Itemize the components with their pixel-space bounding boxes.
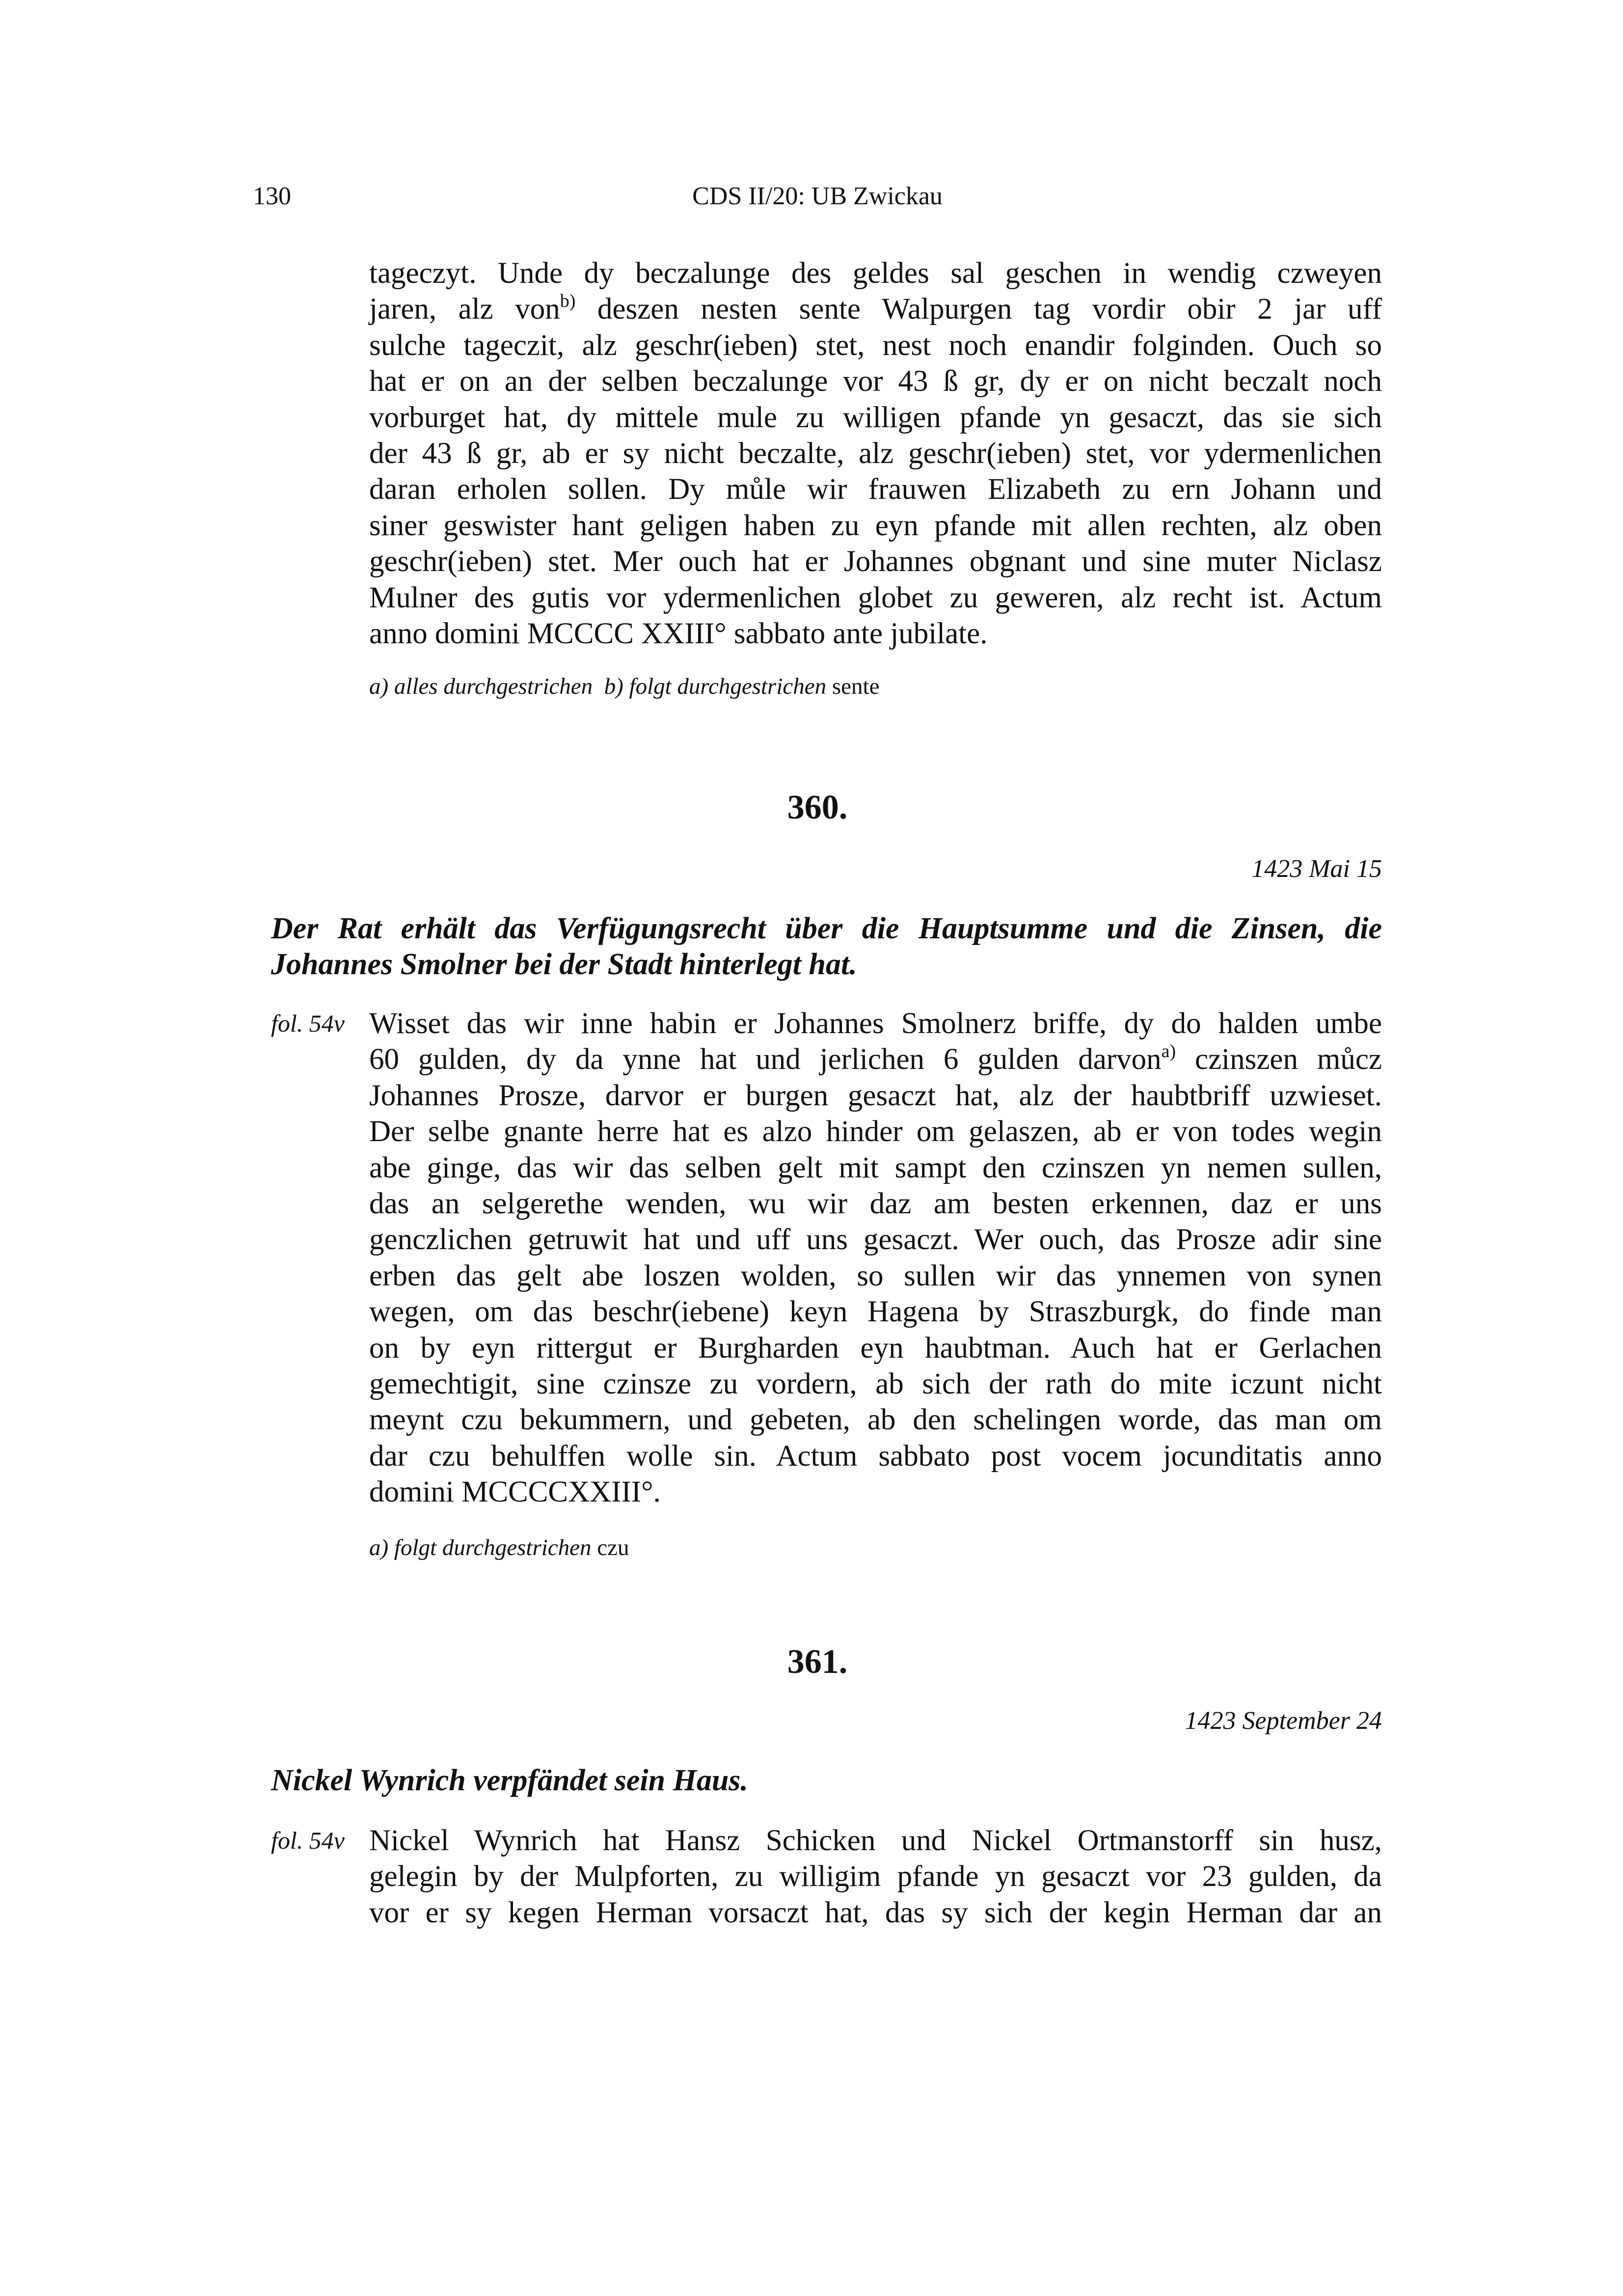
text-line: anno domini MCCCC XXIII° sabbato ante jubilate. bbox=[369, 617, 988, 651]
text-line: gelegin by der Mulpforten, zu willigim pfande yn gesaczt vor 23 gulden, da bbox=[369, 1860, 1382, 1893]
footnote-b-text: sente bbox=[832, 674, 880, 699]
text-fragment: jaren, alz von bbox=[369, 293, 560, 326]
text-line: wegen, om das beschr(iebene) keyn Hagena by Straszburgk, do finde man bbox=[369, 1295, 1382, 1329]
regest-line: Nickel Wynrich verpfändet sein Haus. bbox=[271, 1764, 748, 1797]
text-line: abe ginge, das wir das selben gelt mit sampt den czinszen yn nemen sullen, bbox=[369, 1151, 1382, 1184]
text-fragment: deszen nesten sente Walpurgen tag vordir obir 2 jar uff bbox=[575, 293, 1382, 326]
doc-361-folio: fol. 54v bbox=[271, 1827, 345, 1854]
text-line: on by eyn rittergut er Burgharden eyn haubtman. Auch hat er Gerlachen bbox=[369, 1331, 1382, 1365]
footnote-marker: b) bbox=[560, 291, 576, 312]
text-line: geschr(ieben) stet. Mer ouch hat er Johannes obgnant und sine muter Niclasz bbox=[369, 545, 1382, 578]
text-line: vor er sy kegen Herman vorsaczt hat, das sy sich der kegin Herman dar an bbox=[369, 1896, 1382, 1929]
text-line bbox=[369, 291, 1382, 327]
doc-361-text bbox=[369, 1823, 1382, 1931]
text-line: Der selbe gnante herre hat es alzo hinder om gelaszen, ab er von todes wegin bbox=[369, 1115, 1382, 1148]
text-line: Wisset das wir inne habin er Johannes Smolnerz briffe, dy do halden umbe bbox=[369, 1007, 1382, 1040]
doc-361-date: 1423 September 24 bbox=[1185, 1707, 1382, 1735]
regest-line: Johannes Smolner bei der Stadt hinterlegt hat. bbox=[271, 948, 857, 981]
text-fragment: 60 gulden, dy da ynne hat und jerlichen 6 gulden darvon bbox=[369, 1043, 1162, 1076]
text-line: dar czu behulffen wolle sin. Actum sabbato post vocem jocunditatis anno bbox=[369, 1439, 1382, 1473]
text-line: Nickel Wynrich hat Hansz Schicken und Nickel Ortmanstorff sin husz, bbox=[369, 1824, 1382, 1857]
text-line: genczlichen getruwit hat und uff uns gesaczt. Wer ouch, das Prosze adir sine bbox=[369, 1223, 1382, 1257]
text-line: das an selgerethe wenden, wu wir daz am besten erkennen, daz er uns bbox=[369, 1187, 1382, 1221]
footnote-a-text: czu bbox=[597, 1535, 629, 1560]
page-number: 130 bbox=[253, 182, 291, 210]
text-line: domini MCCCCXXIII°. bbox=[369, 1476, 661, 1509]
text-line: tageczyt. Unde dy beczalunge des geldes sal geschen in wendig czweyen bbox=[369, 257, 1382, 290]
doc-361-number: 361. bbox=[787, 1643, 848, 1681]
doc-360-text bbox=[369, 1006, 1382, 1510]
doc-360-date: 1423 Mai 15 bbox=[1251, 855, 1382, 883]
text-line bbox=[369, 1041, 1382, 1077]
text-line: Johannes Prosze, darvor er burgen gesaczt hat, alz der haubtbriff uzwieset. bbox=[369, 1079, 1382, 1112]
doc-360-folio: fol. 54v bbox=[271, 1010, 345, 1037]
footnote-b-label: b) folgt durchgestrichen bbox=[604, 674, 827, 699]
doc-361-regest bbox=[271, 1763, 1382, 1799]
text-line: der 43 ß gr, ab er sy nicht beczalte, alz geschr(ieben) stet, vor ydermenlichen bbox=[369, 437, 1382, 470]
doc-359-footnotes bbox=[369, 672, 1382, 701]
text-line: gemechtigit, sine czinsze zu vordern, ab sich der rath do mite iczunt nicht bbox=[369, 1367, 1382, 1401]
text-line: erben das gelt abe loszen wolden, so sullen wir das ynnemen von synen bbox=[369, 1259, 1382, 1292]
text-line: hat er on an der selben beczalunge vor 43 ß gr, dy er on nicht beczalt noch bbox=[369, 365, 1382, 398]
running-header bbox=[253, 177, 1382, 216]
footnote-a-label: a) alles durchgestrichen bbox=[369, 674, 593, 699]
text-line: daran erholen sollen. Dy můle wir frauwen Elizabeth zu ern Johann und bbox=[369, 473, 1382, 506]
running-title: CDS II/20: UB Zwickau bbox=[692, 182, 943, 210]
text-line: siner geswister hant geligen haben zu eyn pfande mit allen rechten, alz oben bbox=[369, 509, 1382, 542]
footnote-a-label: a) folgt durchgestrichen bbox=[369, 1535, 592, 1560]
doc-360-number: 360. bbox=[787, 789, 848, 826]
text-line: vorburget hat, dy mittele mule zu willigen pfande yn gesaczt, das sie sich bbox=[369, 401, 1382, 434]
text-line: meynt czu bekummern, und gebeten, ab den schelingen worde, das man om bbox=[369, 1403, 1382, 1437]
text-fragment: czinszen můcz bbox=[1176, 1043, 1382, 1076]
doc-360-regest bbox=[271, 911, 1382, 983]
footnote-marker: a) bbox=[1161, 1041, 1176, 1062]
doc-360-footnote bbox=[369, 1533, 1382, 1562]
text-line: sulche tageczit, alz geschr(ieben) stet, nest noch enandir folginden. Ouch so bbox=[369, 328, 1382, 362]
text-line: Mulner des gutis vor ydermenlichen globet zu geweren, alz recht ist. Actum bbox=[369, 581, 1382, 614]
regest-line: Der Rat erhält das Verfügungsrecht über die Hauptsumme und die Zinsen, die bbox=[271, 912, 1382, 945]
doc-359-continued-text bbox=[369, 255, 1382, 652]
